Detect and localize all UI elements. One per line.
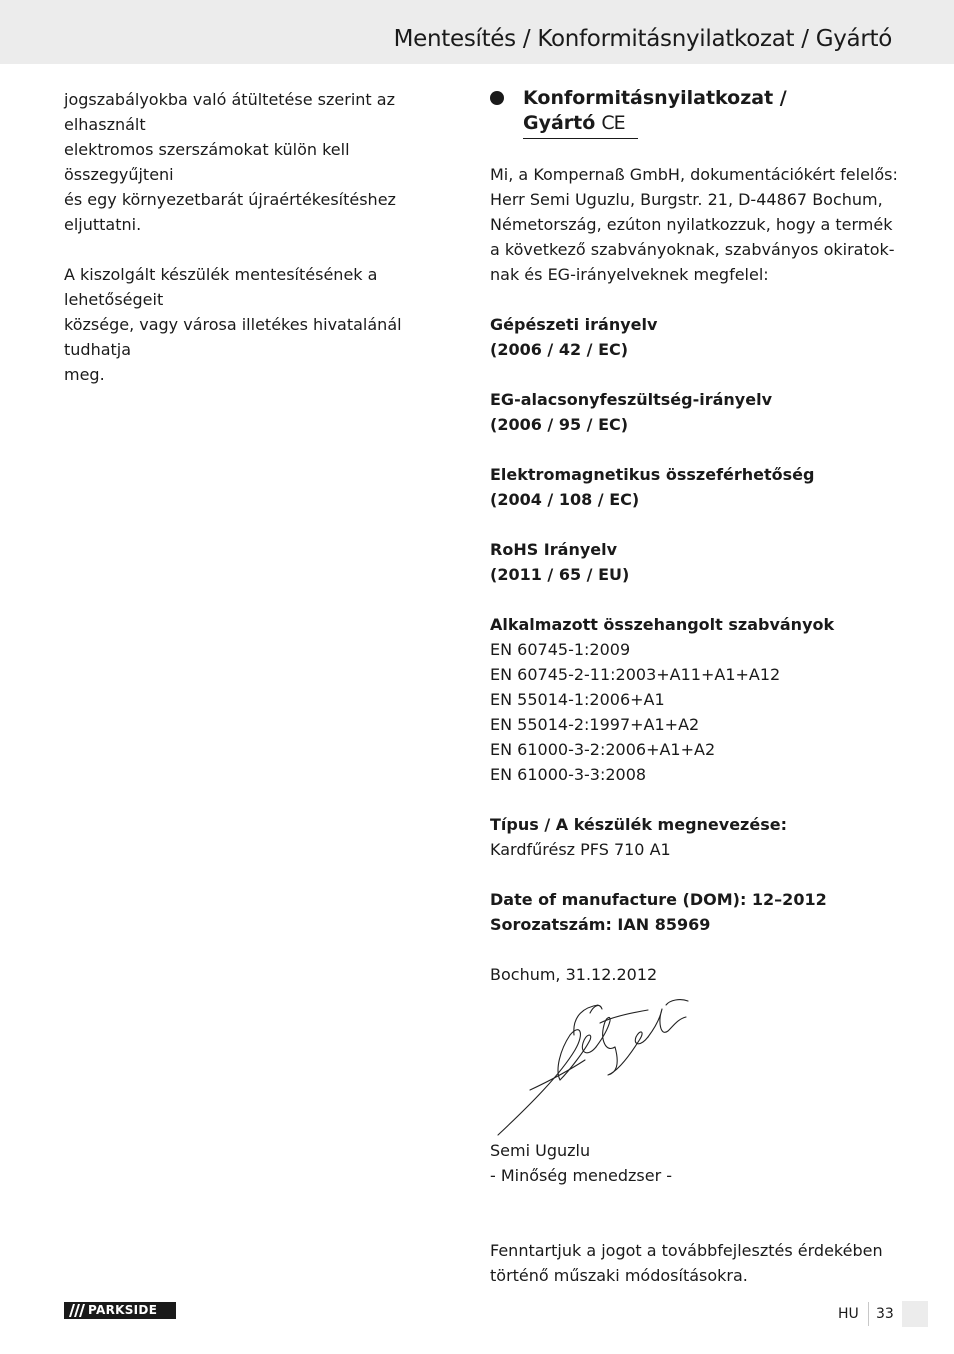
text-line: Németország, ezúton nyilatkozzuk, hogy a termék — [490, 215, 893, 234]
section-title-line1: Konformitásnyilatkozat / — [523, 87, 787, 109]
page-header — [0, 0, 954, 64]
ce-mark-icon: CE — [601, 112, 625, 134]
standard-item: EN 61000-3-2:2006+A1+A2 — [490, 740, 716, 759]
parkside-logo — [64, 1302, 176, 1319]
type-block — [490, 812, 900, 862]
section-title-line2-wrap — [523, 111, 787, 136]
signer-name: Semi Uguzlu — [490, 1141, 591, 1160]
directive-machinery — [490, 312, 900, 362]
place-date-block — [490, 962, 900, 987]
title-underline — [523, 138, 638, 139]
directive-code: (2011 / 65 / EU) — [490, 565, 630, 584]
text-line: jogszabályokba való átültetése szerint az elhasznált — [64, 90, 395, 134]
directive-name: EG-alacsonyfeszültség-irányelv — [490, 390, 772, 409]
text-line: Herr Semi Uguzlu, Burgstr. 21, D-44867 Bochum, — [490, 190, 883, 209]
type-heading: Típus / A készülék megnevezése: — [490, 815, 787, 834]
page-title: Mentesítés / Konformitásnyilatkozat / Gyártó — [393, 26, 892, 52]
reservation-note — [490, 1238, 910, 1288]
directive-name: Gépészeti irányelv — [490, 315, 658, 334]
text-line: meg. — [64, 365, 105, 384]
signature-image — [490, 995, 695, 1140]
type-value: Kardfűrész PFS 710 A1 — [490, 840, 671, 859]
text-line: Mi, a Kompernaß GmbH, dokumentációkért felelős: — [490, 165, 898, 184]
left-column — [64, 87, 464, 412]
place-date: Bochum, 31.12.2012 — [490, 965, 658, 984]
standard-item: EN 55014-1:2006+A1 — [490, 690, 665, 709]
page-number: 33 — [876, 1306, 894, 1322]
directive-code: (2006 / 42 / EC) — [490, 340, 629, 359]
directive-name: Elektromagnetikus összeférhetőség — [490, 465, 815, 484]
standards-heading: Alkalmazott összehangolt szabványok — [490, 615, 835, 634]
disposal-paragraph — [64, 87, 464, 237]
text-line: községe, vagy városa illetékes hivatalánál tudhatja — [64, 315, 402, 359]
directive-name: RoHS Irányelv — [490, 540, 618, 559]
directive-rohs — [490, 537, 900, 587]
footer-divider — [868, 1302, 869, 1326]
text-line: Fenntartjuk a jogot a továbbfejlesztés érdekében — [490, 1241, 883, 1260]
standards-block — [490, 612, 900, 787]
text-line: A kiszolgált készülék mentesítésének a lehetőségeit — [64, 265, 378, 309]
footer-tab — [902, 1301, 928, 1327]
signer-role: - Minőség menedzser - — [490, 1166, 673, 1185]
signer-block — [490, 1138, 672, 1188]
directive-code: (2006 / 95 / EC) — [490, 415, 629, 434]
standard-item: EN 60745-2-11:2003+A11+A1+A12 — [490, 665, 781, 684]
language-code: HU — [838, 1306, 859, 1322]
right-column — [490, 162, 900, 1012]
standard-item: EN 61000-3-3:2008 — [490, 765, 647, 784]
serial-number: Sorozatszám: IAN 85969 — [490, 915, 711, 934]
directive-emc — [490, 462, 900, 512]
logo-stripes-icon — [66, 1302, 86, 1319]
text-line: történő műszaki módosításokra. — [490, 1266, 748, 1285]
standard-item: EN 60745-1:2009 — [490, 640, 631, 659]
section-title-line2: Gyártó — [523, 112, 596, 134]
text-line: nak és EG-irányelveknek megfelel: — [490, 265, 769, 284]
manufacture-date: Date of manufacture (DOM): 12–2012 — [490, 890, 827, 909]
intro-paragraph — [490, 162, 900, 287]
text-line: és egy környezetbarát újraértékesítéshez eljuttatni. — [64, 190, 396, 234]
text-line: a következő szabványoknak, szabványos okiratok- — [490, 240, 895, 259]
standard-item: EN 55014-2:1997+A1+A2 — [490, 715, 700, 734]
directive-code: (2004 / 108 / EC) — [490, 490, 640, 509]
text-line: elektromos szerszámokat külön kell összegyűjteni — [64, 140, 350, 184]
directive-low-voltage — [490, 387, 900, 437]
bullet-icon — [490, 91, 504, 105]
manufacture-block — [490, 887, 900, 937]
logo-text: PARKSIDE — [88, 1303, 158, 1317]
section-title — [523, 86, 787, 136]
disposal-info-paragraph — [64, 262, 464, 387]
